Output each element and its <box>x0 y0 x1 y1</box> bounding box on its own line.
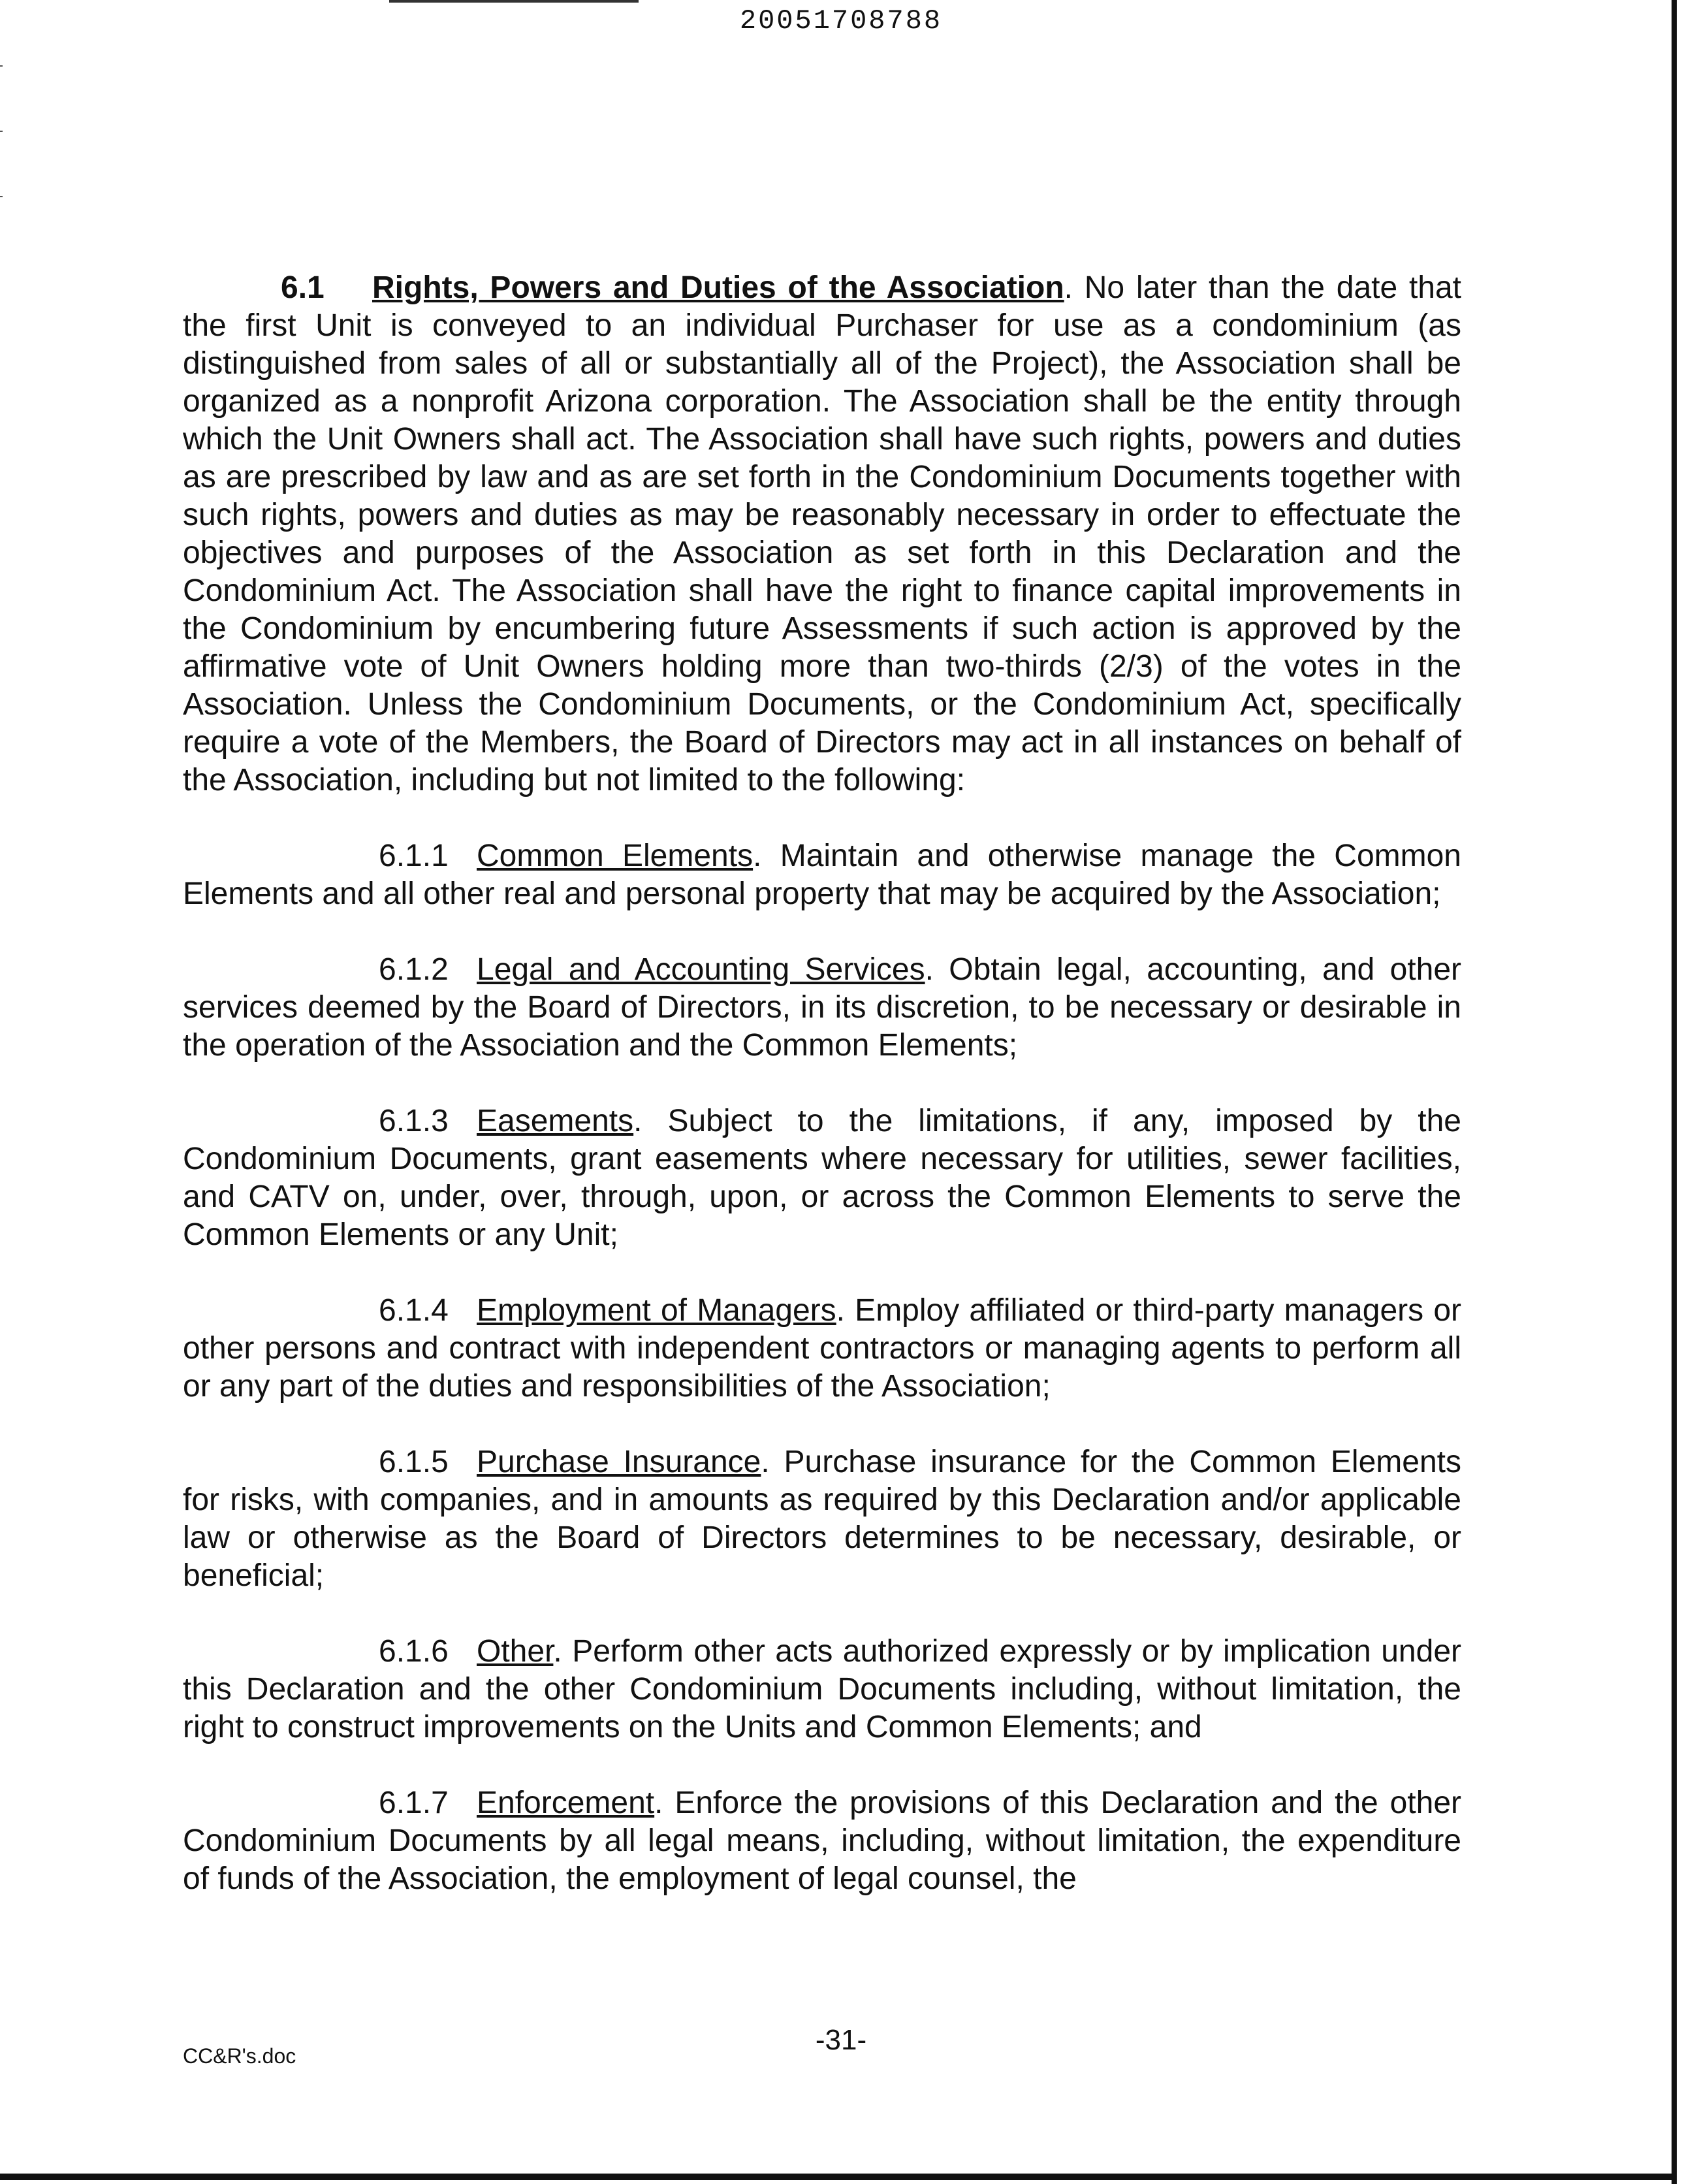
page-number: -31- <box>815 2024 867 2056</box>
subsection-heading: Purchase Insurance <box>477 1445 761 1479</box>
subsection-text: . Enforce the provisions of this Declaration and the other Condominium Documents by all legal means, including, without limitation, the expenditure of funds of the Association, the employment of legal counsel, the <box>183 1786 1461 1896</box>
subsection-number: 6.1.2 <box>379 952 449 987</box>
footer-filename: CC&R's.doc <box>183 2044 296 2068</box>
page-right-border <box>1672 0 1677 2184</box>
scan-edge-mark <box>0 131 3 132</box>
subsection-number: 6.1.7 <box>379 1786 449 1820</box>
subsection-text: . Subject to the limitations, if any, imposed by the Condominium Documents, grant easements where necessary for utilities, sewer facilities, and CATV on, under, over, through, upon, or across the Common Elements to serve the Common Elements or any Unit; <box>183 1104 1461 1252</box>
top-rule <box>389 0 639 3</box>
subsection-paragraph <box>183 1784 1461 1898</box>
section-paragraph <box>183 269 1461 799</box>
subsection-text: . Obtain legal, accounting, and other services deemed by the Board of Directors, in its discretion, to be necessary or desirable in the operation of the Association and the Common Elements; <box>183 952 1461 1063</box>
subsection-number: 6.1.5 <box>379 1445 449 1479</box>
scan-edge-mark <box>0 196 3 197</box>
subsection-paragraph <box>183 837 1461 913</box>
subsection-heading: Enforcement <box>477 1786 655 1820</box>
subsection-paragraph <box>183 1443 1461 1595</box>
section-heading: Rights, Powers and Duties of the Association <box>372 270 1064 305</box>
subsection-paragraph <box>183 1633 1461 1746</box>
subsection-text: . Purchase insurance for the Common Elements for risks, with companies, and in amounts as required by this Declaration and/or applicable law or otherwise as the Board of Directors determines to be necessary, desirable, or beneficial; <box>183 1445 1461 1593</box>
document-body <box>183 269 1461 1898</box>
subsection-paragraph <box>183 951 1461 1065</box>
scan-edge-mark <box>0 65 3 67</box>
subsection-text: . Maintain and otherwise manage the Common Elements and all other real and personal property that may be acquired by the Association; <box>183 839 1462 911</box>
section-number: 6.1 <box>281 270 325 305</box>
subsection-heading: Common Elements <box>477 839 754 873</box>
subsection-text: . Perform other acts authorized expressly or by implication under this Declaration and the other Condominium Documents including, without limitation, the right to construct improvements on the Units and Common Elements; and <box>183 1634 1461 1744</box>
subsection-paragraph <box>183 1102 1461 1254</box>
subsection-heading: Employment of Managers <box>477 1293 836 1328</box>
page-bottom-border <box>0 2174 1677 2180</box>
subsection-heading: Legal and Accounting Services <box>477 952 925 987</box>
subsection-number: 6.1.3 <box>379 1104 449 1138</box>
subsection-number: 6.1.1 <box>379 839 449 873</box>
subsection-number: 6.1.6 <box>379 1634 449 1669</box>
subsection-heading: Easements <box>477 1104 634 1138</box>
subsection-heading: Other <box>477 1634 554 1669</box>
section-text: . No later than the date that the first Unit is conveyed to an individual Purchaser for use as a condominium (as distinguished from sales of all or substantially all of the Project), the Association shall be organized as a nonprofit Arizona corporation. The Association shall be the entity through which the Unit Owners shall act. The Association shall have such rights, powers and duties as are prescribed by law and as are set forth in the Condominium Documents together with such rights, powers and duties as may be reasonably necessary in order to effectuate the objectives and purposes of the Association as set forth in this Declaration and the Condominium Act. The Association shall have the right to finance capital improvements in the Condominium by encumbering future Assessments if such action is approved by the affirmative vote of Unit Owners holding more than two-thirds (2/3) of the votes in the Association. Unless the Condominium Documents, or the Condominium Act, specifically require a vote of the Members, the Board of Directors may act in all instances on behalf of the Association, including but not limited to the following: <box>183 270 1461 797</box>
subsection-text: . Employ affiliated or third-party managers or other persons and contract with independent contractors or managing agents to perform all or any part of the duties and responsibilities of the Association; <box>183 1293 1461 1404</box>
document-number: 20051708788 <box>739 5 943 37</box>
subsection-paragraph <box>183 1292 1461 1405</box>
subsection-number: 6.1.4 <box>379 1293 449 1328</box>
